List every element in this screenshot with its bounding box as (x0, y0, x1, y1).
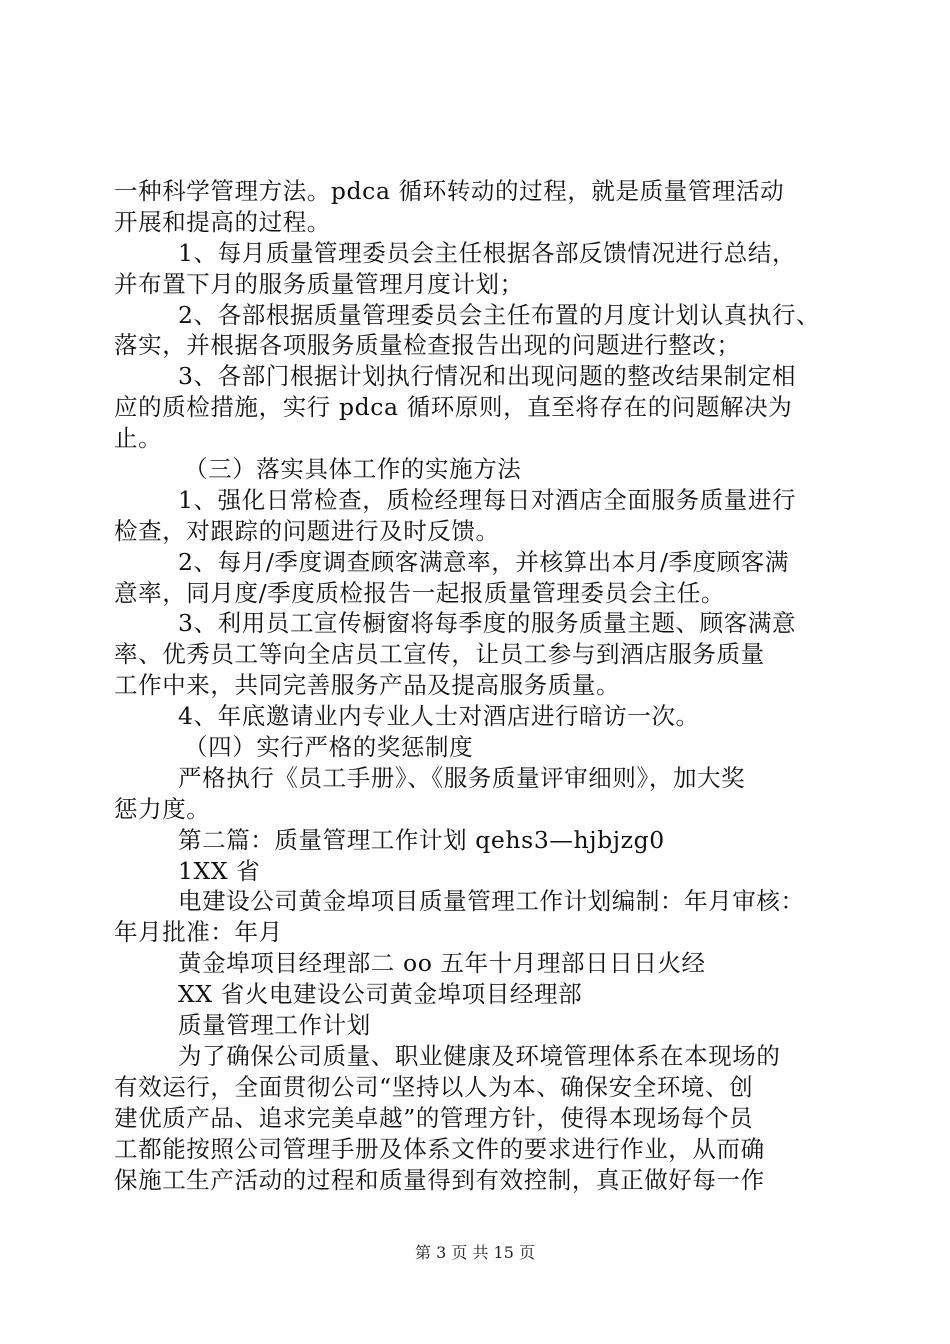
text-line: 有效运行，全面贯彻公司“坚持以人为本、确保安全环境、创 (114, 1072, 754, 1101)
text-line: 工都能按照公司管理手册及体系文件的要求进行作业，从而确 (114, 1134, 765, 1163)
page-number: 第 3 页 共 15 页 (415, 1243, 535, 1262)
text-line: 年月批准：年月 (114, 918, 283, 947)
text-line: 1、每月质量管理委员会主任根据各部反馈情况进行总结， (178, 238, 797, 267)
text-line: 2、每月/季度调查顾客满意率，并核算出本月/季度顾客满 (178, 547, 789, 576)
text-line: 落实，并根据各项服务质量检查报告出现的问题进行整改； (114, 331, 741, 360)
text-line: 开展和提高的过程。 (114, 207, 331, 236)
text-line: XX 省火电建设公司黄金埠项目经理部 (178, 980, 583, 1009)
text-line: 4、年底邀请业内专业人士对酒店进行暗访一次。 (178, 702, 700, 731)
text-line: 为了确保公司质量、职业健康及环境管理体系在本现场的 (178, 1041, 781, 1070)
text-line: 1、强化日常检查，质检经理每日对酒店全面服务质量进行 (178, 485, 797, 514)
text-line: 检查，对跟踪的问题进行及时反馈。 (114, 516, 500, 545)
text-line: 3、利用员工宣传橱窗将每季度的服务质量主题、顾客满意 (178, 609, 797, 638)
text-line: 3、各部门根据计划执行情况和出现问题的整改结果制定相 (178, 362, 797, 391)
text-line: 1XX 省 (178, 856, 261, 885)
text-line: 2、各部根据质量管理委员会主任布置的月度计划认真执行、 (178, 300, 821, 329)
text-line: 严格执行《员工手册》、《服务质量评审细则》，加大奖 (178, 763, 746, 792)
text-line: 应的质检措施，实行 pdca 循环原则，直至将存在的问题解决为 (114, 393, 793, 422)
text-line: 意率，同月度/季度质检报告一起报质量管理委员会主任。 (114, 578, 726, 607)
section-heading: （三）落实具体工作的实施方法 (184, 455, 522, 484)
text-line: 保施工生产活动的过程和质量得到有效控制，真正做好每一作 (114, 1165, 765, 1194)
text-line: 电建设公司黄金埠项目质量管理工作计划编制：年月审核： (178, 887, 805, 916)
text-line: 止。 (114, 424, 163, 453)
text-line: 率、优秀员工等向全店员工宣传，让员工参与到酒店服务质量 (114, 640, 765, 669)
chapter-heading: 第二篇：质量管理工作计划 qehs3—hjbjzg0 (178, 825, 665, 854)
text-line: 一种科学管理方法。pdca 循环转动的过程，就是质量管理活动 (114, 177, 785, 205)
document-body (114, 176, 844, 1195)
text-line: 惩力度。 (114, 794, 211, 823)
text-line: 工作中来，共同完善服务产品及提高服务质量。 (114, 671, 621, 700)
text-line: 黄金埠项目经理部二 oo 五年十月理部日日日火经 (178, 949, 706, 978)
document-subtitle: 质量管理工作计划 (178, 1011, 371, 1040)
section-heading: （四）实行严格的奖惩制度 (184, 733, 474, 762)
text-line: 建优质产品、追求完美卓越”的管理方针，使得本现场每个员 (114, 1103, 754, 1132)
text-line: 并布置下月的服务质量管理月度计划； (114, 269, 524, 298)
